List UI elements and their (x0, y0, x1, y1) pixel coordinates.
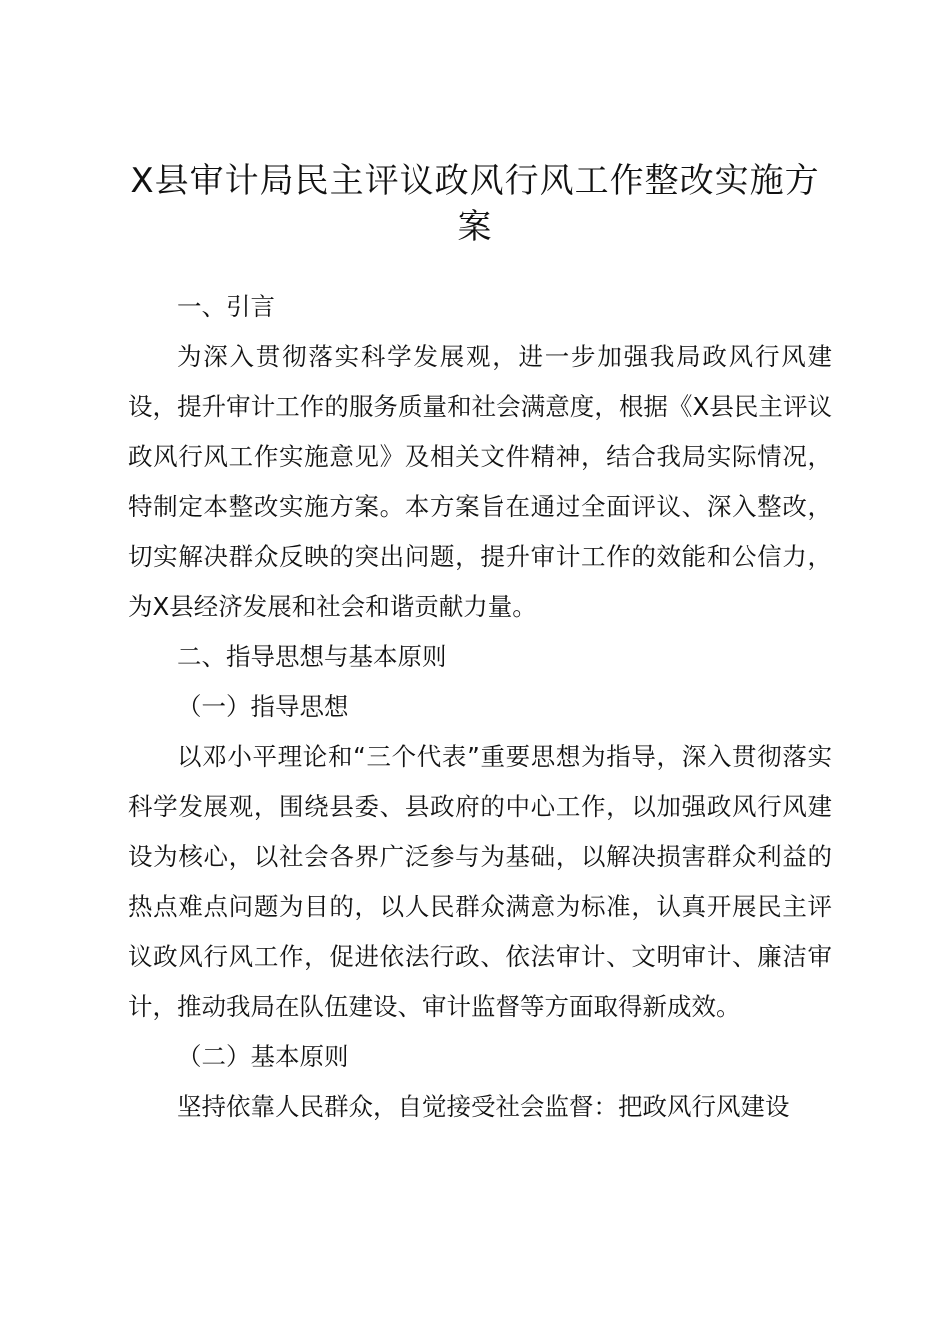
subheading-basic-principles: （二）基本原则 (177, 1042, 349, 1071)
section-heading-introduction: 一、引言 (177, 292, 275, 321)
subheading-guiding-ideology: （一）指导思想 (177, 692, 349, 721)
section-heading-guiding-principles: 二、指导思想与基本原则 (177, 642, 447, 671)
document-title: X县审计局民主评议政风行风工作整改实施方案 (130, 161, 820, 247)
document-body (128, 282, 832, 1132)
paragraph-guiding-ideology: 以邓小平理论和“三个代表”重要思想为指导，深入贯彻落实科学发展观，围绕县委、县政府的中心工作，以加强政风行风建设为核心，以社会各界广泛参与为基础，以解决损害群众利益的热点难点问题为目的，以人民群众满意为标准，认真开展民主评议政风行风工作，促进依法行政、依法审计、文明审计、廉洁审计，推动我局在队伍建设、审计监督等方面取得新成效。 (128, 742, 832, 1021)
paragraph-introduction: 为深入贯彻落实科学发展观，进一步加强我局政风行风建设，提升审计工作的服务质量和社会满意度，根据《X县民主评议政风行风工作实施意见》及相关文件精神，结合我局实际情况，特制定本整改实施方案。本方案旨在通过全面评议、深入整改，切实解决群众反映的突出问题，提升审计工作的效能和公信力，为X县经济发展和社会和谐贡献力量。 (128, 342, 832, 621)
paragraph-basic-principles: 坚持依靠人民群众，自觉接受社会监督：把政风行风建设 (177, 1092, 790, 1121)
